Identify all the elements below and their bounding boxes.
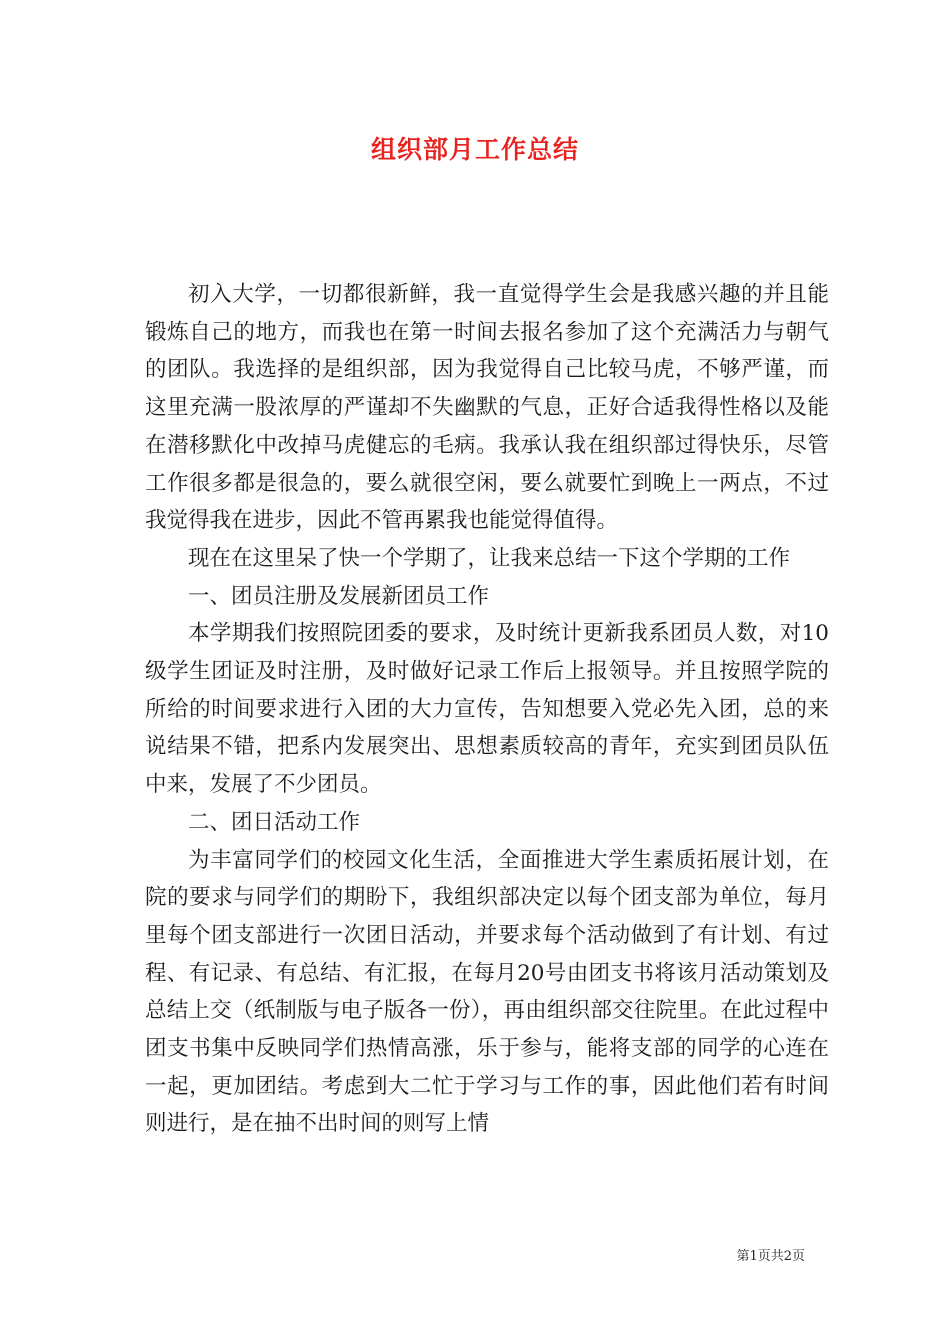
page-number-footer: 第1页共2页 [736, 1249, 805, 1264]
section-heading-1: 一、团员注册及发展新团员工作 [188, 583, 490, 609]
document-body [145, 276, 829, 1143]
paragraph-section-2: 为丰富同学们的校园文化生活，全面推进大学生素质拓展计划，在院的要求与同学们的期盼下，我组织部决定以每个团支部为单位，每月里每个团支部进行一次团日活动，并要求每个活动做到了有计划、有过程、有记录、有总结、有汇报，在每月20号由团支书将该月活动策划及总结上交（纸制版与电子版各一份），再由组织部交往院里。在此过程中团支书集中反映同学们热情高涨，乐于参与，能将支部的同学的心连在一起，更加团结。考虑到大二忙于学习与工作的事，因此他们若有时间则进行，是在抽不出时间的则写上情 [145, 847, 829, 1137]
paragraph-section-1: 本学期我们按照院团委的要求，及时统计更新我系团员人数，对10级学生团证及时注册，及时做好记录工作后上报领导。并且按照学院的所给的时间要求进行入团的大力宣传，告知想要入党必先入团，总的来说结果不错，把系内发展突出、思想素质较高的青年，充实到团员队伍中来，发展了不少团员。 [145, 621, 829, 798]
paragraph-summary-lead: 现在在这里呆了快一个学期了，让我来总结一下这个学期的工作 [188, 545, 791, 571]
paragraph-intro: 初入大学，一切都很新鲜，我一直觉得学生会是我感兴趣的并且能锻炼自己的地方，而我也在第一时间去报名参加了这个充满活力与朝气的团队。我选择的是组织部，因为我觉得自己比较马虎，不够严谨，而这里充满一股浓厚的严谨却不失幽默的气息，正好合适我得性格以及能在潜移默化中改掉马虎健忘的毛病。我承认我在组织部过得快乐，尽管工作很多都是很急的，要么就很空闲，要么就要忙到晚上一两点，不过我觉得我在进步，因此不管再累我也能觉得值得。 [145, 282, 829, 534]
section-heading-2: 二、团日活动工作 [188, 809, 361, 835]
document-title: 组织部月工作总结 [370, 135, 579, 164]
